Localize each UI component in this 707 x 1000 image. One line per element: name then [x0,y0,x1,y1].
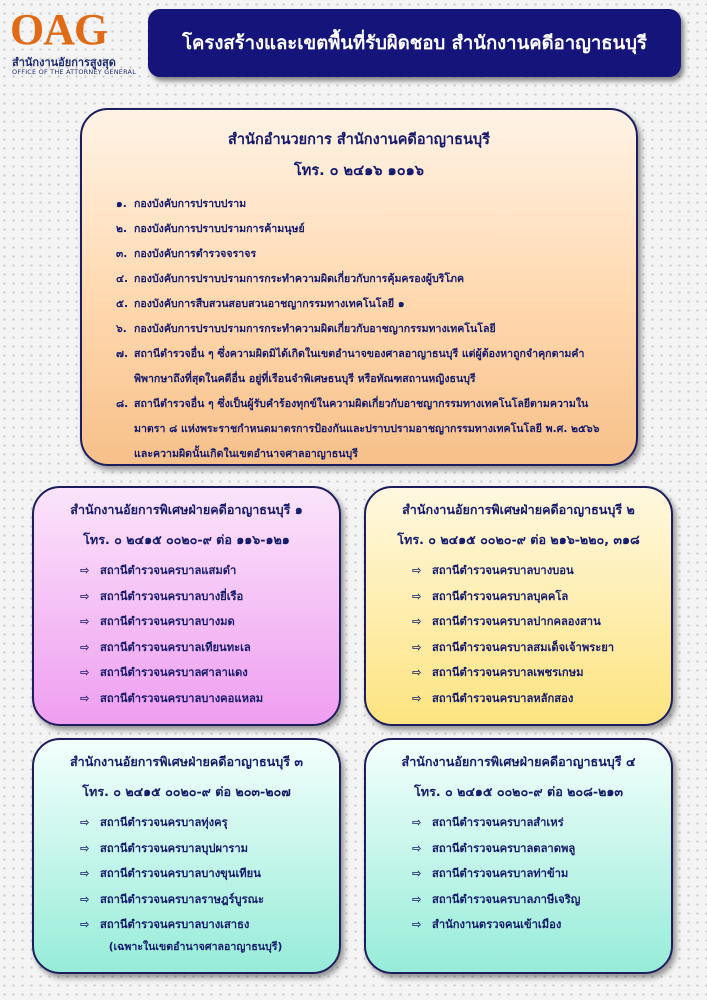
station-name: สถานีตำรวจนครบาลสมเด็จเจ้าพระยา [432,640,615,654]
station-name: สถานีตำรวจนครบาลภาษีเจริญ [432,892,581,906]
list-item [412,558,671,584]
item-text: กองบังคับการปราบปราม [134,198,247,210]
main-office-box [80,108,638,466]
arrow-right-icon: ⇨ [412,564,422,577]
list-item [80,912,339,938]
station-name: สถานีตำรวจนครบาลสำเหร่ [432,816,564,829]
station-name: สถานีตำรวจนครบาลหลักสอง [432,691,574,705]
item-text: กองบังคับการปราบปรามการกระทำความผิดเกี่ยวกับอาชญากรรมทางเทคโนโลยี [134,323,496,335]
arrow-right-icon: ⇨ [412,666,422,680]
arrow-right-icon: ⇨ [80,918,90,932]
list-item [412,584,671,610]
list-item [116,217,618,242]
list-item [412,686,671,712]
list-item [116,342,618,392]
station-name: สถานีตำรวจนครบาลตลาดพลู [432,841,576,855]
arrow-right-icon: ⇨ [412,589,422,603]
list-item [80,558,339,584]
item-text: กองบังคับการสืบสวนสอบสวนอาชญากรรมทางเทคโนโลยี ๑ [134,298,405,310]
list-item [116,267,618,292]
main-office-list [82,192,636,467]
arrow-right-icon: ⇨ [80,892,90,906]
list-item [412,609,671,635]
jurisdiction-note: (เฉพาะในเขตอำนาจศาลอาญาธนบุรี) [108,940,283,953]
list-item [80,887,339,913]
item-number: ๓. [116,248,128,260]
office-phone: โทร. ๐ ๒๔๑๕ ๐๐๒๐-๙ ต่อ ๒๐๘-๒๑๓ [414,784,623,799]
office-2-box [364,486,673,726]
list-item [80,810,339,836]
list-item [80,609,339,635]
station-list [366,558,671,712]
list-item [116,317,618,342]
title-banner [148,9,681,77]
item-text: สถานีตำรวจอื่น ๆ ซึ่งเป็นผู้รับคำร้องทุกข์ในความผิดเกี่ยวกับอาชญากรรมทางเทคโนโลยีตามความในมาตรา ๘ แห่งพระราชกำหนดมาตรการป้องกันและปราบปรามอาชญากรรมทางเทคโนโลยี พ.ศ. ๒๕๖๖ และความผิดนั้นเกิดในเขตอำนาจศาลอาญาธนบุรี [134,398,600,460]
station-list [366,810,671,938]
station-name: สถานีตำรวจนครบาลทุ่งครุ [100,816,228,829]
arrow-right-icon: ⇨ [80,615,90,629]
list-item [116,392,618,467]
arrow-right-icon: ⇨ [80,691,90,705]
list-item [412,887,671,913]
station-name: สถานีตำรวจนครบาลแสมดำ [100,564,237,577]
arrow-right-icon: ⇨ [412,918,422,932]
station-name: สถานีตำรวจนครบาลบางบอน [432,564,574,577]
station-name: สถานีตำรวจนครบาลบางคอแหลม [100,691,264,705]
office-phone: โทร. ๐ ๒๔๑๕ ๐๐๒๐-๙ ต่อ ๒๐๓-๒๐๗ [82,784,291,799]
office-title: สำนักงานอัยการพิเศษฝ่ายคดีอาญาธนบุรี ๓ [69,754,304,769]
item-number: ๔. [116,273,129,285]
arrow-right-icon: ⇨ [80,666,90,680]
list-item [80,861,339,887]
station-name: สถานีตำรวจนครบาลปากคลองสาน [432,615,601,629]
item-number: ๗. [116,348,128,360]
list-item [116,192,618,217]
logo-english-name: OFFICE OF THE ATTORNEY GENERAL [12,68,137,76]
main-office-heading: สำนักอำนวยการ สำนักงานคดีอาญาธนบุรี [228,132,490,148]
page-title: โครงสร้างและเขตพื้นที่รับผิดชอบ สำนักงานคดีอาญาธนบุรี [182,32,647,54]
station-name: สถานีตำรวจนครบาลบางยี่เรือ [100,589,244,603]
item-number: ๖. [116,323,127,335]
list-item [80,635,339,661]
office-title: สำนักงานอัยการพิเศษฝ่ายคดีอาญาธนบุรี ๔ [401,754,636,769]
item-text: กองบังคับการปราบปรามการค้ามนุษย์ [134,223,305,235]
list-item [412,836,671,862]
station-name: สถานีตำรวจนครบาลบางมด [100,615,235,629]
list-item [412,660,671,686]
arrow-right-icon: ⇨ [412,691,422,705]
arrow-right-icon: ⇨ [80,841,90,855]
office-4-box [364,738,673,974]
list-item [412,861,671,887]
logo-mark: OAG [10,5,108,54]
station-name: สถานีตำรวจนครบาลบุคคโล [432,589,569,603]
station-name: สถานีตำรวจนครบาลศาลาแดง [100,666,248,680]
list-item [412,810,671,836]
list-item [80,686,339,712]
list-item [80,660,339,686]
office-title: สำนักงานอัยการพิเศษฝ่ายคดีอาญาธนบุรี ๒ [402,502,635,517]
office-phone: โทร. ๐ ๒๔๑๕ ๐๐๒๐-๙ ต่อ ๑๑๖-๑๒๑ [83,532,290,547]
arrow-right-icon: ⇨ [80,816,90,829]
arrow-right-icon: ⇨ [80,589,90,603]
arrow-right-icon: ⇨ [412,841,422,855]
item-text: กองบังคับการตำรวจจราจร [134,248,257,260]
item-text: กองบังคับการปราบปรามการกระทำความผิดเกี่ยวกับการคุ้มครองผู้บริโภค [134,273,465,285]
item-number: ๒. [116,223,128,235]
arrow-right-icon: ⇨ [80,640,90,654]
item-number: ๑. [116,198,127,210]
station-name: สถานีตำรวจนครบาลท่าข้าม [432,867,569,881]
arrow-right-icon: ⇨ [412,615,422,629]
station-name: สถานีตำรวจนครบาลเพชรเกษม [432,666,584,680]
item-number: ๕. [116,298,129,310]
station-name: สถานีตำรวจนครบาลบางขุนเทียน [100,867,261,881]
station-name: สำนักงานตรวจคนเข้าเมือง [432,918,562,932]
arrow-right-icon: ⇨ [80,867,90,881]
main-office-phone: โทร. ๐ ๒๔๑๖ ๑๐๑๖ [293,163,425,179]
list-item [116,242,618,267]
station-list [34,810,339,938]
logo-thai-name: สำนักงานอัยการสูงสุด [12,56,116,69]
arrow-right-icon: ⇨ [80,564,90,577]
arrow-right-icon: ⇨ [412,816,422,829]
item-number: ๘. [116,398,129,410]
arrow-right-icon: ⇨ [412,892,422,906]
item-text: สถานีตำรวจอื่น ๆ ซึ่งความผิดมิได้เกิดในเขตอำนาจของศาลอาญาธนบุรี แต่ผู้ต้องหาถูกจำคุกตามคำพิพากษาถึงที่สุดในคดีอื่น อยู่ที่เรือนจำพิเศษธนบุรี หรือทัณฑสถานหญิงธนบุรี [134,348,585,385]
office-title: สำนักงานอัยการพิเศษฝ่ายคดีอาญาธนบุรี ๑ [70,502,303,517]
list-item [116,292,618,317]
station-list [34,558,339,712]
list-item [412,912,671,938]
office-1-box [32,486,341,726]
list-item [412,635,671,661]
arrow-right-icon: ⇨ [412,867,422,881]
station-name: สถานีตำรวจนครบาลบุปผาราม [100,841,249,855]
office-phone: โทร. ๐ ๒๔๑๕ ๐๐๒๐-๙ ต่อ ๒๑๖-๒๒๐, ๓๑๘ [397,532,640,547]
station-name: สถานีตำรวจนครบาลราษฎร์บูรณะ [100,892,264,906]
office-3-box [32,738,341,974]
list-item [80,584,339,610]
station-name: สถานีตำรวจนครบาลบางเสาธง [100,918,250,932]
list-item [80,836,339,862]
arrow-right-icon: ⇨ [412,640,422,654]
station-name: สถานีตำรวจนครบาลเทียนทะเล [100,640,251,654]
oag-logo [10,6,140,78]
